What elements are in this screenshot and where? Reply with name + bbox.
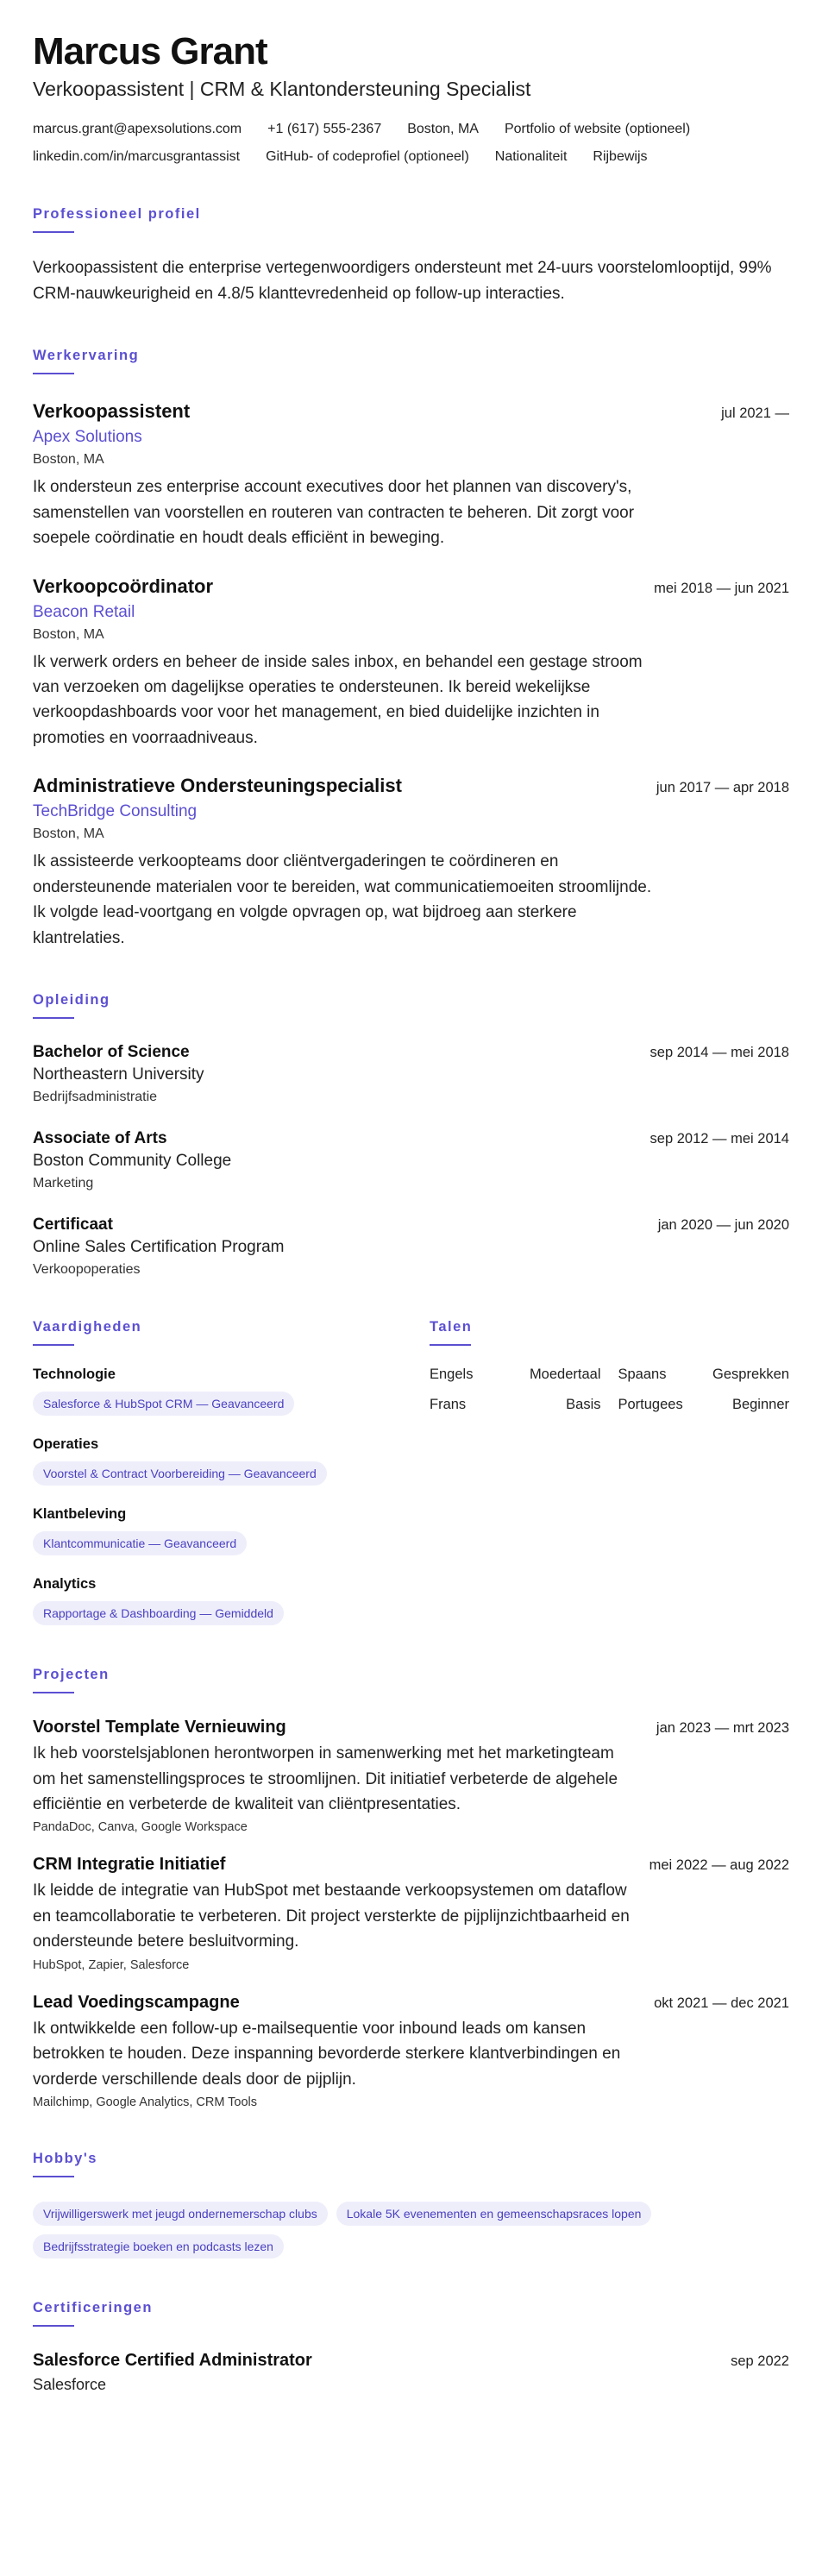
section-divider	[33, 1017, 74, 1019]
language-item	[430, 1397, 601, 1413]
project-entry	[33, 1855, 789, 1971]
certification-name: Salesforce Certified Administrator	[33, 2351, 312, 2371]
skill-chip: Salesforce & HubSpot CRM — Geavanceerd	[33, 1392, 294, 1416]
job-description: Ik ondersteun zes enterprise account executives door het plannen van discovery's, samenstellen van voorstellen en routeren van contracten te beheren. Dit zorgt voor soepele coördinatie en houdt deals efficiënt in beweging.	[33, 478, 635, 548]
section-title-languages: Talen	[430, 1319, 473, 1335]
contact-email[interactable]: marcus.grant@apexsolutions.com	[33, 122, 242, 137]
contact-linkedin[interactable]: linkedin.com/in/marcusgrantassist	[33, 149, 241, 165]
language-level: Gesprekken	[712, 1367, 789, 1383]
job-title: Verkoopassistent	[33, 400, 191, 423]
section-divider	[33, 231, 74, 233]
skill-category: Technologie	[33, 1367, 116, 1383]
education-entry	[33, 1129, 789, 1191]
education-degree: Certificaat	[33, 1216, 113, 1235]
job-date: jul 2021 —	[721, 405, 789, 422]
contact-github[interactable]: GitHub- of codeprofiel (optioneel)	[266, 149, 469, 165]
section-title-projects: Projecten	[33, 1667, 110, 1683]
education-degree: Bachelor of Science	[33, 1043, 190, 1062]
project-description: Ik heb voorstelsjablonen herontworpen in samenwerking met het marketingteam om het samenstellingsproces te stroomlijnen. Dit initiatief verbeterde de algehele efficiëntie en verbeterde de kwaliteit van cliëntpresentaties.	[33, 1744, 618, 1813]
project-name: Lead Voedingscampagne	[33, 1992, 240, 2012]
education-school: Northeastern University	[33, 1065, 204, 1084]
certifications-section	[33, 2300, 789, 2394]
project-entry	[33, 1718, 789, 1834]
hobby-chip: Lokale 5K evenementen en gemeenschapsraces lopen	[336, 2202, 652, 2226]
education-school: Online Sales Certification Program	[33, 1238, 285, 1257]
language-item	[618, 1367, 790, 1383]
section-title-experience: Werkervaring	[33, 348, 140, 364]
contact-info	[33, 122, 789, 165]
languages-list	[430, 1367, 789, 1413]
job-description: Ik assisteerde verkoopteams door cliëntvergaderingen te coördineren en ondersteunende materialen voor te bereiden, wat communicatiemoeiten stroomlijnde. Ik volgde lead-voortgang en volgde opvragen op, wat bijdroeg aan sterkere klantrelaties.	[33, 852, 652, 947]
section-divider	[33, 1344, 74, 1346]
education-date: jan 2020 — jun 2020	[657, 1217, 789, 1234]
hobby-chip: Vrijwilligerswerk met jeugd ondernemerschap clubs	[33, 2202, 328, 2226]
project-description: Ik ontwikkelde een follow-up e-mailsequentie voor inbound leads om kansen betrokken te houden. Deze inspanning bevorderde sterkere klantverbindingen en vorderde verschillende deals door de pijplijn.	[33, 2019, 621, 2089]
education-entry	[33, 1216, 789, 1278]
language-name: Engels	[430, 1367, 474, 1383]
contact-license: Rijbewijs	[593, 149, 648, 165]
experience-entry	[33, 575, 789, 751]
project-name: Voorstel Template Vernieuwing	[33, 1718, 286, 1737]
job-date: mei 2018 — jun 2021	[654, 580, 789, 596]
projects-section	[33, 1667, 789, 2109]
section-title-skills: Vaardigheden	[33, 1319, 142, 1335]
project-description: Ik leidde de integratie van HubSpot met bestaande verkoopsystemen om dataflow en teamcollaboratie te verbeteren. Dit project versterkte de pijplijnzichtbaarheid en ondersteunde betere besluitvorming.	[33, 1882, 630, 1951]
hobbies-section	[33, 2151, 789, 2259]
skills-languages-row	[33, 1278, 789, 1625]
education-degree: Associate of Arts	[33, 1129, 167, 1148]
experience-section	[33, 348, 789, 951]
section-divider	[430, 1344, 471, 1346]
experience-entry	[33, 775, 789, 951]
skill-group	[33, 1506, 430, 1555]
language-name: Spaans	[618, 1367, 667, 1383]
project-date: okt 2021 — dec 2021	[654, 1995, 789, 2011]
candidate-name: Marcus Grant	[33, 30, 267, 72]
profile-summary: Verkoopassistent die enterprise vertegenwoordigers ondersteunt met 24-uurs voorstelomlooptijd, 99% CRM-nauwkeurigheid en 4.8/5 klanttevredenheid op follow-up interacties.	[33, 259, 772, 303]
project-entry	[33, 1993, 789, 2109]
certification-entry	[33, 2351, 789, 2394]
skill-chip: Voorstel & Contract Voorbereiding — Geavanceerd	[33, 1461, 327, 1486]
section-divider	[33, 2176, 74, 2177]
education-field: Marketing	[33, 1176, 94, 1191]
project-tools: HubSpot, Zapier, Salesforce	[33, 1957, 190, 1972]
profile-section	[33, 206, 789, 306]
project-date: jan 2023 — mrt 2023	[656, 1720, 789, 1737]
job-company: TechBridge Consulting	[33, 802, 198, 821]
education-date: sep 2014 — mei 2018	[649, 1045, 789, 1061]
skill-group	[33, 1436, 430, 1486]
contact-portfolio[interactable]: Portfolio of website (optioneel)	[504, 122, 691, 137]
resume-header	[33, 31, 789, 165]
candidate-headline: Verkoopassistent | CRM & Klantondersteuning Specialist	[33, 78, 531, 101]
hobby-chip: Bedrijfsstrategie boeken en podcasts lezen	[33, 2234, 284, 2259]
job-date: jun 2017 — apr 2018	[656, 780, 789, 796]
job-description: Ik verwerk orders en beheer de inside sales inbox, en behandel een gestage stroom van verzoeken om dagelijkse operaties te ondersteunen. Ik bereid wekelijkse verkoopdashboards voor voor het management, en bied duidelijke inzichten in promoties en voorraadniveaus.	[33, 652, 643, 747]
skills-section	[33, 1278, 430, 1625]
language-level: Moedertaal	[529, 1367, 601, 1383]
project-name: CRM Integratie Initiatief	[33, 1855, 226, 1875]
education-section	[33, 992, 789, 1278]
language-name: Frans	[430, 1397, 467, 1413]
language-name: Portugees	[618, 1397, 683, 1413]
section-divider	[33, 373, 74, 374]
language-item	[430, 1367, 601, 1383]
certification-date: sep 2022	[731, 2353, 789, 2370]
education-entry	[33, 1043, 789, 1105]
job-company: Apex Solutions	[33, 428, 142, 447]
skill-category: Klantbeleving	[33, 1506, 127, 1523]
project-date: mei 2022 — aug 2022	[649, 1857, 789, 1874]
contact-location: Boston, MA	[407, 122, 479, 137]
job-location: Boston, MA	[33, 626, 104, 642]
education-school: Boston Community College	[33, 1152, 232, 1171]
language-level: Basis	[566, 1397, 601, 1413]
section-title-profile: Professioneel profiel	[33, 206, 201, 223]
skill-chip: Rapportage & Dashboarding — Gemiddeld	[33, 1601, 284, 1625]
project-tools: Mailchimp, Google Analytics, CRM Tools	[33, 2095, 258, 2110]
job-location: Boston, MA	[33, 826, 104, 842]
section-title-education: Opleiding	[33, 992, 110, 1008]
education-field: Bedrijfsadministratie	[33, 1090, 158, 1105]
skill-group	[33, 1576, 430, 1625]
job-title: Verkoopcoördinator	[33, 575, 214, 597]
languages-section	[430, 1278, 789, 1625]
project-tools: PandaDoc, Canva, Google Workspace	[33, 1820, 248, 1835]
education-field: Verkoopoperaties	[33, 1262, 141, 1278]
contact-phone[interactable]: +1 (617) 555-2367	[267, 122, 382, 137]
certification-issuer: Salesforce	[33, 2376, 107, 2394]
job-company: Beacon Retail	[33, 602, 135, 621]
section-divider	[33, 1692, 74, 1693]
language-item	[618, 1397, 790, 1413]
section-title-certifications: Certificeringen	[33, 2300, 153, 2316]
skill-category: Analytics	[33, 1576, 97, 1593]
section-divider	[33, 2325, 74, 2327]
job-location: Boston, MA	[33, 452, 104, 468]
skill-group	[33, 1367, 430, 1416]
skill-chip: Klantcommunicatie — Geavanceerd	[33, 1531, 247, 1555]
hobbies-list	[33, 2193, 789, 2259]
skill-category: Operaties	[33, 1436, 99, 1453]
job-title: Administratieve Ondersteuningspecialist	[33, 775, 402, 797]
education-date: sep 2012 — mei 2014	[649, 1131, 789, 1147]
contact-nationality: Nationaliteit	[494, 149, 568, 165]
experience-entry	[33, 400, 789, 550]
language-level: Beginner	[731, 1397, 789, 1413]
section-title-hobbies: Hobby's	[33, 2151, 97, 2167]
